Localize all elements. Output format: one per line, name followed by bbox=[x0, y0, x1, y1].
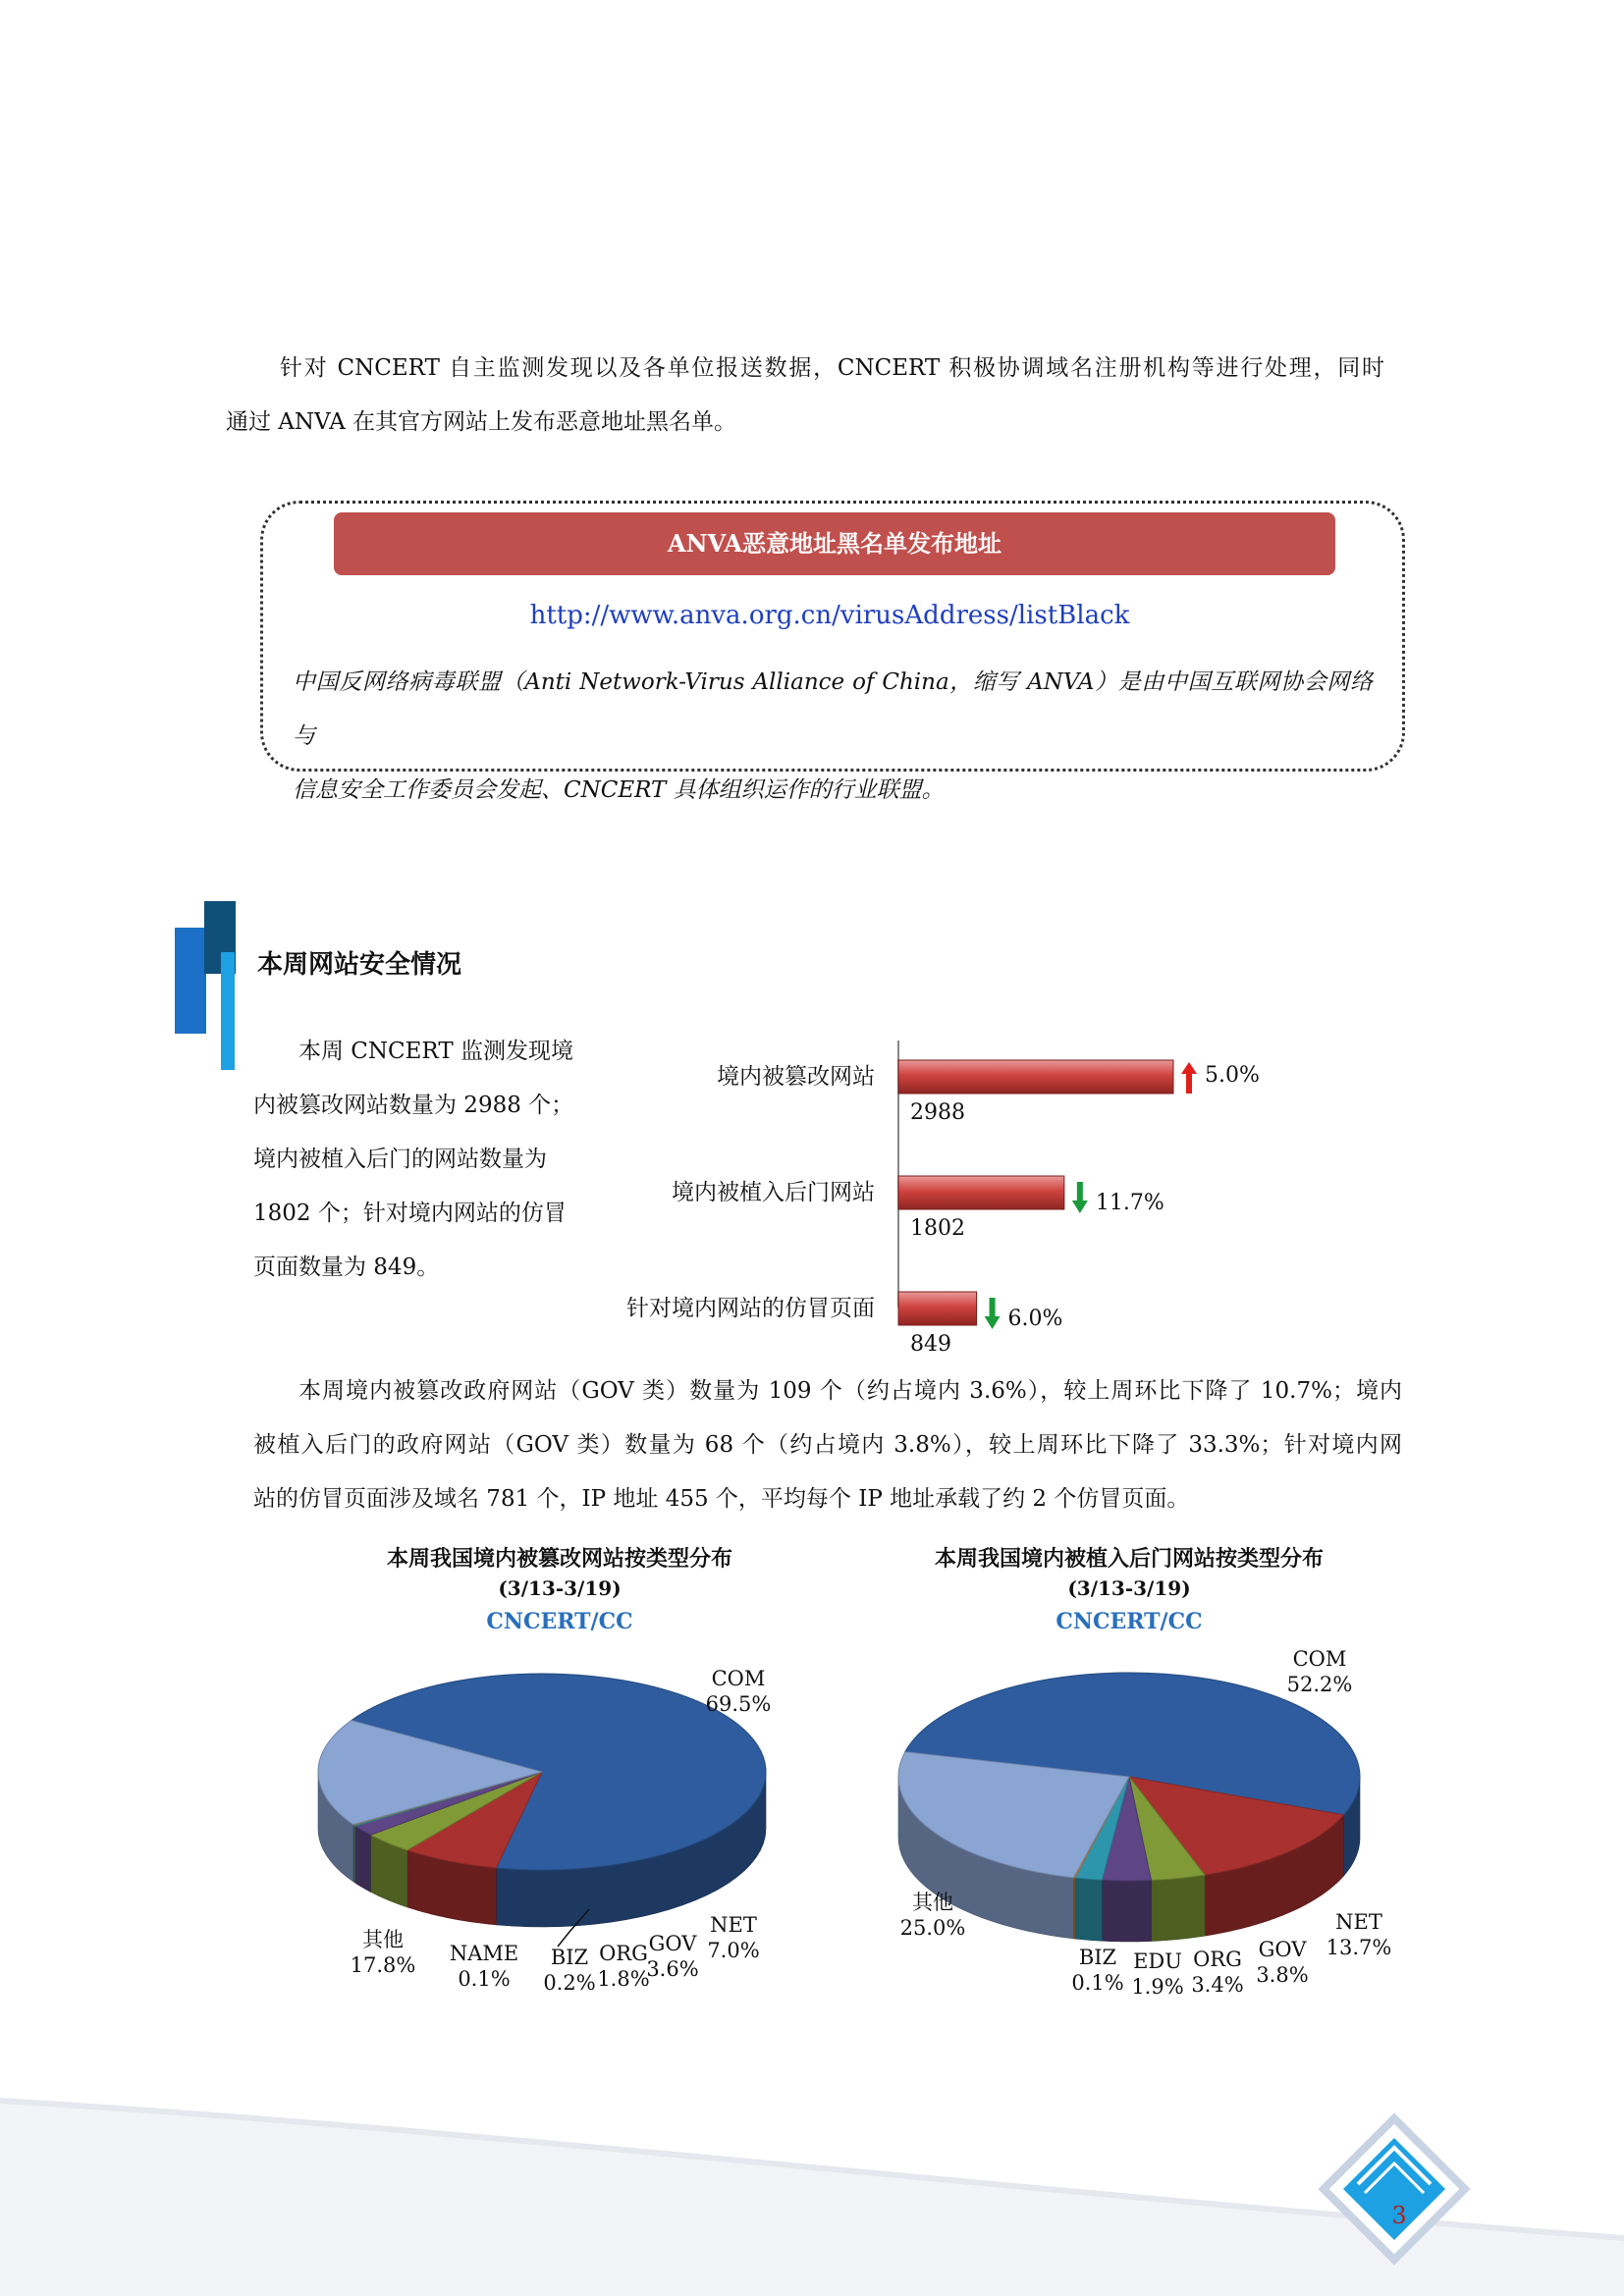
bar-change-label: 5.0% bbox=[1205, 1063, 1260, 1088]
bar-value-label: 2988 bbox=[910, 1100, 965, 1125]
pie-title: 本周我国境内被篡改网站按类型分布 bbox=[386, 1546, 733, 1572]
pie-slice-side bbox=[1151, 1875, 1205, 1941]
bar-category-label: 境内被篡改网站 bbox=[717, 1064, 875, 1090]
pie-label-value: 69.5% bbox=[705, 1692, 772, 1716]
anva-blacklist-link[interactable]: http://www.anva.org.cn/virusAddress/listBlack bbox=[529, 601, 1130, 630]
page-number-badge bbox=[1316, 2110, 1473, 2268]
bar-category-label: 境内被植入后门网站 bbox=[672, 1180, 875, 1205]
anva-description bbox=[293, 656, 1373, 818]
cncert-logo: CNCERT/CC bbox=[1056, 1609, 1203, 1634]
bar bbox=[898, 1292, 977, 1325]
section-decoration-light bbox=[221, 952, 235, 1070]
section-paragraph bbox=[253, 1025, 592, 1295]
section-line: 1802 个；针对境内网站的仿冒 bbox=[253, 1201, 567, 1226]
bar bbox=[898, 1060, 1173, 1094]
pie-label-name: COM bbox=[1292, 1647, 1347, 1671]
pie-label-name: GOV bbox=[648, 1932, 697, 1955]
backdoor-sites-pie-chart bbox=[854, 1536, 1404, 2032]
anva-desc-line-1: 中国反网络病毒联盟（Anti Network-Virus Alliance of China，缩写 ANVA）是由中国互联网协会网络与 bbox=[293, 669, 1373, 749]
bar-value-label: 1802 bbox=[910, 1216, 965, 1241]
section-line: 内被篡改网站数量为 2988 个； bbox=[253, 1093, 574, 1118]
bar-change-label: 6.0% bbox=[1007, 1307, 1063, 1331]
pie-slice-side bbox=[355, 1826, 370, 1892]
pie-label-value: 25.0% bbox=[899, 1916, 966, 1940]
bar bbox=[898, 1176, 1064, 1209]
summary-line-3: 站的仿冒页面涉及域名 781 个，IP 地址 455 个，平均每个 IP 地址承载了约 2 个仿冒页面。 bbox=[253, 1486, 1190, 1512]
summary-paragraph bbox=[253, 1364, 1402, 1526]
pie-label-value: 0.2% bbox=[543, 1971, 596, 1995]
anva-desc-line-2: 信息安全工作委员会发起、CNCERT 具体组织运作的行业联盟。 bbox=[293, 777, 945, 803]
pie-label-value: 0.1% bbox=[458, 1967, 511, 1991]
intro-line-1: 针对 CNCERT 自主监测发现以及各单位报送数据，CNCERT 积极协调域名注册机构等进行处理，同时 bbox=[280, 355, 1384, 381]
section-line: 页面数量为 849。 bbox=[253, 1255, 440, 1280]
pie-label-value: 0.1% bbox=[1071, 1971, 1124, 1995]
pie-title: 本周我国境内被植入后门网站按类型分布 bbox=[934, 1546, 1325, 1572]
pie-top bbox=[318, 1674, 766, 1870]
pie-top bbox=[898, 1673, 1360, 1881]
bar-category-label: 针对境内网站的仿冒页面 bbox=[626, 1296, 875, 1321]
intro-line-2: 通过 ANVA 在其官方网站上发布恶意地址黑名单。 bbox=[226, 409, 737, 435]
pie-label-name: EDU bbox=[1133, 1949, 1182, 1973]
page-number: 3 bbox=[1391, 2202, 1407, 2229]
summary-line-1: 本周境内被篡改政府网站（GOV 类）数量为 109 个（约占境内 3.6%），较上周环比下降了 10.7%；境内 bbox=[298, 1378, 1402, 1404]
arrow-down-icon bbox=[1072, 1182, 1088, 1213]
pie-subtitle: (3/13-3/19) bbox=[1067, 1576, 1191, 1600]
arrow-down-icon bbox=[985, 1298, 1001, 1329]
pie-label-name: BIZ bbox=[1078, 1946, 1117, 1969]
pie-label-name: NET bbox=[710, 1913, 757, 1937]
pie-slice-side bbox=[1075, 1878, 1103, 1941]
summary-line-2: 被植入后门的政府网站（GOV 类）数量为 68 个（约占境内 3.8%），较上周环比下降了 33.3%；针对境内网 bbox=[253, 1432, 1402, 1458]
pie-label-value: 17.8% bbox=[350, 1953, 416, 1977]
bar-series bbox=[626, 1060, 1260, 1357]
pie-label-name: 其他 bbox=[912, 1891, 953, 1914]
arrow-up-icon bbox=[1181, 1062, 1197, 1094]
pie-label-value: 1.8% bbox=[597, 1967, 650, 1991]
pie-subtitle: (3/13-3/19) bbox=[498, 1576, 622, 1600]
bar-value-label: 849 bbox=[910, 1332, 951, 1357]
pie-label-name: 其他 bbox=[362, 1928, 404, 1951]
pie-label-value: 3.4% bbox=[1191, 1973, 1244, 1997]
section-line: 本周 CNCERT 监测发现境 bbox=[298, 1039, 573, 1064]
pie-label-name: NAME bbox=[449, 1942, 519, 1965]
pie-label-name: ORG bbox=[599, 1942, 648, 1965]
pie-label-name: NET bbox=[1335, 1910, 1382, 1934]
section-line: 境内被植入后门的网站数量为 bbox=[253, 1147, 547, 1172]
pie-label-name: COM bbox=[711, 1667, 766, 1690]
pie-label-value: 1.9% bbox=[1131, 1975, 1184, 1999]
pie-label-name: ORG bbox=[1193, 1948, 1242, 1971]
pie-label-value: 13.7% bbox=[1326, 1936, 1392, 1959]
pie-label-value: 3.8% bbox=[1256, 1963, 1309, 1987]
bar-change-label: 11.7% bbox=[1095, 1191, 1164, 1215]
pie-slice-side bbox=[1102, 1880, 1151, 1942]
intro-paragraph bbox=[226, 342, 1384, 450]
pie-label-value: 52.2% bbox=[1286, 1673, 1353, 1696]
defaced-sites-pie-chart bbox=[295, 1536, 825, 2032]
pie-label-value: 3.6% bbox=[646, 1957, 699, 1981]
pie-label-name: GOV bbox=[1258, 1938, 1307, 1961]
anva-banner: ANVA恶意地址黑名单发布地址 bbox=[334, 512, 1335, 575]
section-title: 本周网站安全情况 bbox=[257, 950, 462, 980]
section-decoration bbox=[175, 928, 206, 1034]
pie-label-value: 7.0% bbox=[707, 1939, 760, 1962]
website-security-bar-chart bbox=[589, 1041, 1434, 1357]
pie-label-name: BIZ bbox=[550, 1946, 589, 1969]
cncert-logo: CNCERT/CC bbox=[486, 1609, 633, 1634]
